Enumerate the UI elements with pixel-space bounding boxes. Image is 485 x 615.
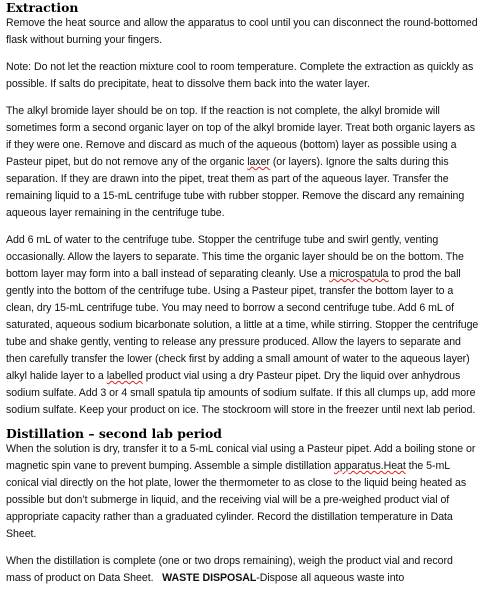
waste-disposal-label: WASTE DISPOSAL	[162, 572, 257, 584]
misspelled-word: laxer	[247, 156, 270, 168]
text-run: When the solution is dry, transfer it to a 5-mL conical vial using a Pasteur pipet. Add a boiling stone or magnetic spin vane to prevent bumping. Assemble a simple distillation	[6, 443, 476, 472]
misspelled-word: apparatus.Heat	[334, 460, 406, 472]
text-run: (or layers). Ignore the salts during this separation. If they are drawn into the pipet, treat them as part of the aqueous layer. Transfer the remaining liquid to a 15-mL centrifuge tube with rubber stopper. Remove the discard any remaining aqueous layer remaining in the centrifuge tube.	[6, 156, 465, 219]
extraction-heading: Extraction	[6, 0, 79, 15]
text-run: Add 6 mL of water to the centrifuge tube. Stopper the centrifuge tube and swirl gently, venting occasionally. Allow the layers to separate. This time the organic layer should be on the bottom. The bottom layer may form into a ball instead of separating cleanly. Use a	[6, 234, 464, 280]
misspelled-word: microspatula	[329, 268, 389, 280]
text-run: product vial using a dry Pasteur pipet. Dry the liquid over anhydrous sodium sulfate. Add 3 or 4 small spatula tip amounts of sodium sulfate. If this all clumps up, add more sodium sulfate. Keep your product on ice. The stockroom will store in the freezer until next lab period.	[6, 370, 476, 416]
text-run: The alkyl bromide layer should be on top. If the reaction is not complete, the alkyl bromide will sometimes form a second organic layer on top of the alkyl bromide layer. Treat both organic layers as if they were one. Remove and discard as much of the aqueous (bottom) layer as possible using a Pasteur pipet, but do not remove any of the organic	[6, 105, 475, 168]
extraction-paragraph-3	[6, 103, 479, 222]
text-run: the 5-mL conical vial directly on the hot plate, lower the thermometer to as close to the liquid being heated as possible but don’t submerge in liquid, and the receiving vial will be a pre-weighed product vial of appropriate capacity rather than a graduated cylinder. Record the distillation temperature in Data Sheet.	[6, 460, 467, 540]
extraction-note-paragraph: Note: Do not let the reaction mixture cool to room temperature. Complete the extraction as quickly as possible. If salts do precipitate, heat to dissolve them back into the water layer.	[6, 61, 474, 90]
text-run: When the distillation is complete (one or two drops remaining), weigh the product vial and record mass of product on Data Sheet.	[6, 555, 456, 584]
distillation-heading: Distillation – second lab period	[6, 426, 222, 441]
text-run: to prod the ball gently into the bottom of the centrifuge tube. Using a Pasteur pipet, transfer the bottom layer to a clean, dry 15-mL centrifuge tube. You may need to borrow a second centrifuge tube. Add 6 mL of saturated, aqueous sodium bicarbonate solution, a little at a time, while stirring. Stopper the centrifuge tube and shake gently, venting to release any pressure produced. Allow the layers to separate and then carefully transfer the lower (check first by adding a small amount of water to the aqueous layer) alkyl halide layer to a	[6, 268, 479, 382]
distillation-paragraph-1	[6, 441, 479, 543]
extraction-paragraph-1: Remove the heat source and allow the apparatus to cool until you can disconnect the round-bottomed flask without burning your fingers.	[6, 17, 478, 46]
distillation-paragraph-2	[6, 553, 479, 587]
extraction-paragraph-4	[6, 232, 479, 419]
text-run: -Dispose all aqueous waste into	[256, 572, 405, 584]
misspelled-word: labelled	[106, 370, 143, 382]
